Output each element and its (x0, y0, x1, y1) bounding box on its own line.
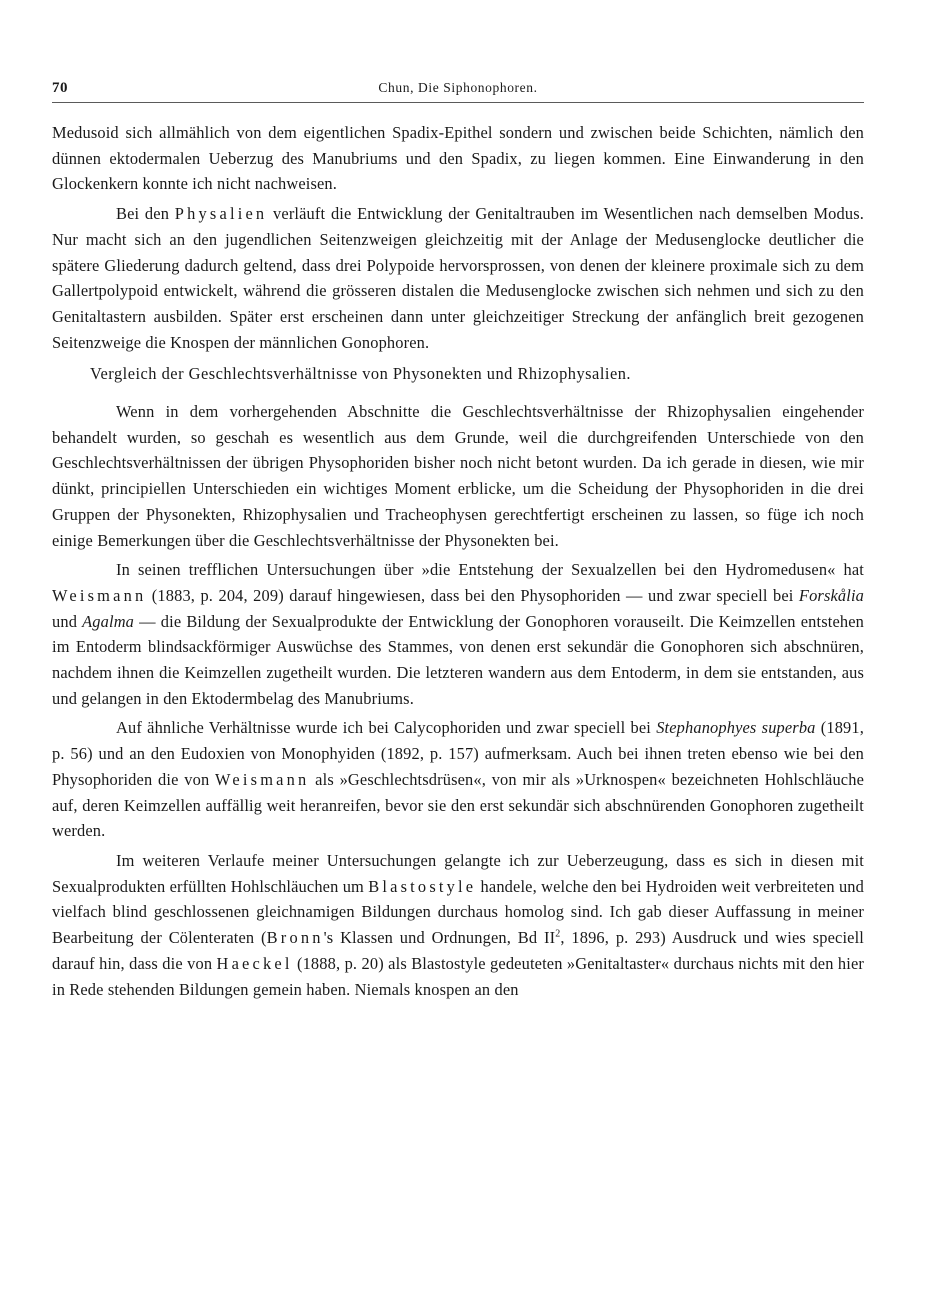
paragraph-5-text-a: Auf ähnliche Verhältnisse wurde ich bei Calycophoriden und zwar speciell bei (116, 718, 657, 738)
author-haeckel: Haeckel (216, 953, 293, 973)
paragraph-4-text-a: In seinen trefflichen Untersuchungen über »die Entstehung der Sexualzellen bei den Hydromedusen« hat (116, 560, 864, 580)
paragraph-2 (52, 201, 864, 355)
header-rule (52, 102, 864, 103)
paragraph-1-text: Medusoid sich allmählich von dem eigentlichen Spadix-Epithel sondern und zwischen beide Schichten, nämlich den dünnen ektodermalen Ueberzug des Manubriums und den Spadix, zu liegen kommen. Eine Einwanderung in den Glockenkern konnte ich nicht nachweisen. (52, 123, 864, 194)
paragraph-3-text: Wenn in dem vorhergehenden Abschnitte die Geschlechtsverhältnisse der Rhizophysalien eingehender behandelt wurden, so geschah es wesentlich aus dem Grunde, weil die durchgreifenden Unterschiede von den Geschlechtsverhältnissen der übrigen Physophoriden bisher noch nicht betont wurden. Da ich gerade in diesen, wie mir dünkt, principiellen Unterschieden ein wichtiges Moment erblicke, um die Scheidung der Physophoriden in die drei Gruppen der Physonekten, Rhizophysalien und Tracheophysen gerechtfertigt erscheinen zu lassen, so füge ich noch einige Bemerkungen über die Geschlechtsverhältnisse der Physonekten bei. (52, 402, 864, 550)
paragraph-1 (52, 120, 864, 197)
section-heading: Vergleich der Geschlechtsverhältnisse von Physonekten und Rhizophysalien. (90, 364, 632, 384)
paragraph-2-text-c: verläuft die Entwicklung der Genitaltrauben im Wesentlichen nach demselben Modus. Nur macht sich an den jugendlichen Seitenzweigen gleichzeitig mit der Anlage der Medusenglocke deutlicher die spätere Gliederung dadurch geltend, dass drei Polypoide hervorsprossen, von denen der kleinere proximale sich zu dem Gallertpolypoid entwickelt, während die grösseren distalen die Medusenglocke zwischen sich nehmen und sich zu den Genitaltastern ausbilden. Später erst erscheinen dann unter gleichzeitiger Streckung der anfänglich breit gezogenen Seitenzweige die Knospen der männlichen Gonophoren. (52, 204, 864, 352)
paragraph-6 (52, 848, 864, 1002)
author-weismann: Weismann (52, 585, 147, 605)
body-text (52, 120, 864, 1006)
paragraph-3 (52, 399, 864, 553)
paragraph-5-text-c: (1891, p. 56) und an den Eudoxien von Monophyiden (1892, p. 157) aufmerksam. Auch bei ihnen treten ebenso wie bei den Physophoriden die von (52, 718, 864, 789)
paragraph-5-text-e: als »Geschlechtsdrüsen«, von mir als »Urknospen« bezeichneten Hohlschläuche auf, deren Keimzellen auffällig weit heranreifen, bevor sie den erst sekundär sich abschnürenden Gonophoren zugetheilt werden. (52, 769, 865, 841)
paragraph-6-text-c: handele, welche den bei Hydroiden weit verbreiteten und vielfach blind geschlossenen gleichnamigen Bildungen durchaus homolog sind. Ich gab dieser Auffassung in meiner Bearbeitung der Cölenteraten ( (52, 876, 865, 948)
paragraph-4 (52, 557, 864, 711)
species-stephanophyes-superba: Stephanophyes superba (656, 718, 816, 738)
paragraph-4-text-e: und (52, 611, 83, 631)
paragraph-2-text-a: Bei den (116, 204, 175, 224)
page-number: 70 (52, 80, 68, 96)
genus-agalma: Agalma (82, 611, 135, 631)
paragraph-4-text-g: — die Bildung der Sexualprodukte der Entwicklung der Gonophoren vorauseilt. Die Keimzellen entstehen im Entoderm blindsackförmiger Auswüchse des Stammes, von denen erst sekundär die Gonophoren sich abschnüren, nachdem ihnen die Keimzellen zugetheilt wurden. Die letzteren wandern aus dem Entoderm, in dem sie entstanden, aus und gelangen in den Ektodermbelag des Manubriums. (52, 611, 864, 708)
paragraph-6-text-a: Im weiteren Verlaufe meiner Untersuchungen gelangte ich zur Ueberzeugung, dass es sich in diesen mit Sexualprodukten erfüllten Hohlschläuchen um (52, 850, 864, 896)
paragraph-6-text-g: , 1896, p. 293) Ausdruck und wies speciell darauf hin, dass die von (52, 928, 864, 973)
author-weismann-2: Weismann (215, 769, 310, 789)
genus-forskalia: Forskålia (798, 585, 864, 605)
superscript-volume: 2 (555, 928, 561, 940)
term-blastostyle: Blastostyle (368, 876, 477, 896)
page-header (52, 80, 864, 106)
paragraph-6-text-i: (1888, p. 20) als Blastostyle gedeuteten »Genitaltaster« durchaus nichts mit den hier in Rede stehenden Bildungen gemein haben. Niemals knospen an den (52, 953, 864, 999)
paragraph-6-text-e: 's Klassen und Ordnungen, Bd II (323, 928, 556, 948)
paragraph-5 (52, 715, 864, 844)
spaced-name-physalien: Physalien (174, 204, 268, 224)
running-head: Chun, Die Siphonophoren. (378, 80, 538, 95)
author-bronn: Bronn (266, 928, 324, 948)
paragraph-4-text-c: (1883, p. 204, 209) darauf hingewiesen, dass bei den Physophoriden — und zwar speciell bei (146, 585, 799, 605)
